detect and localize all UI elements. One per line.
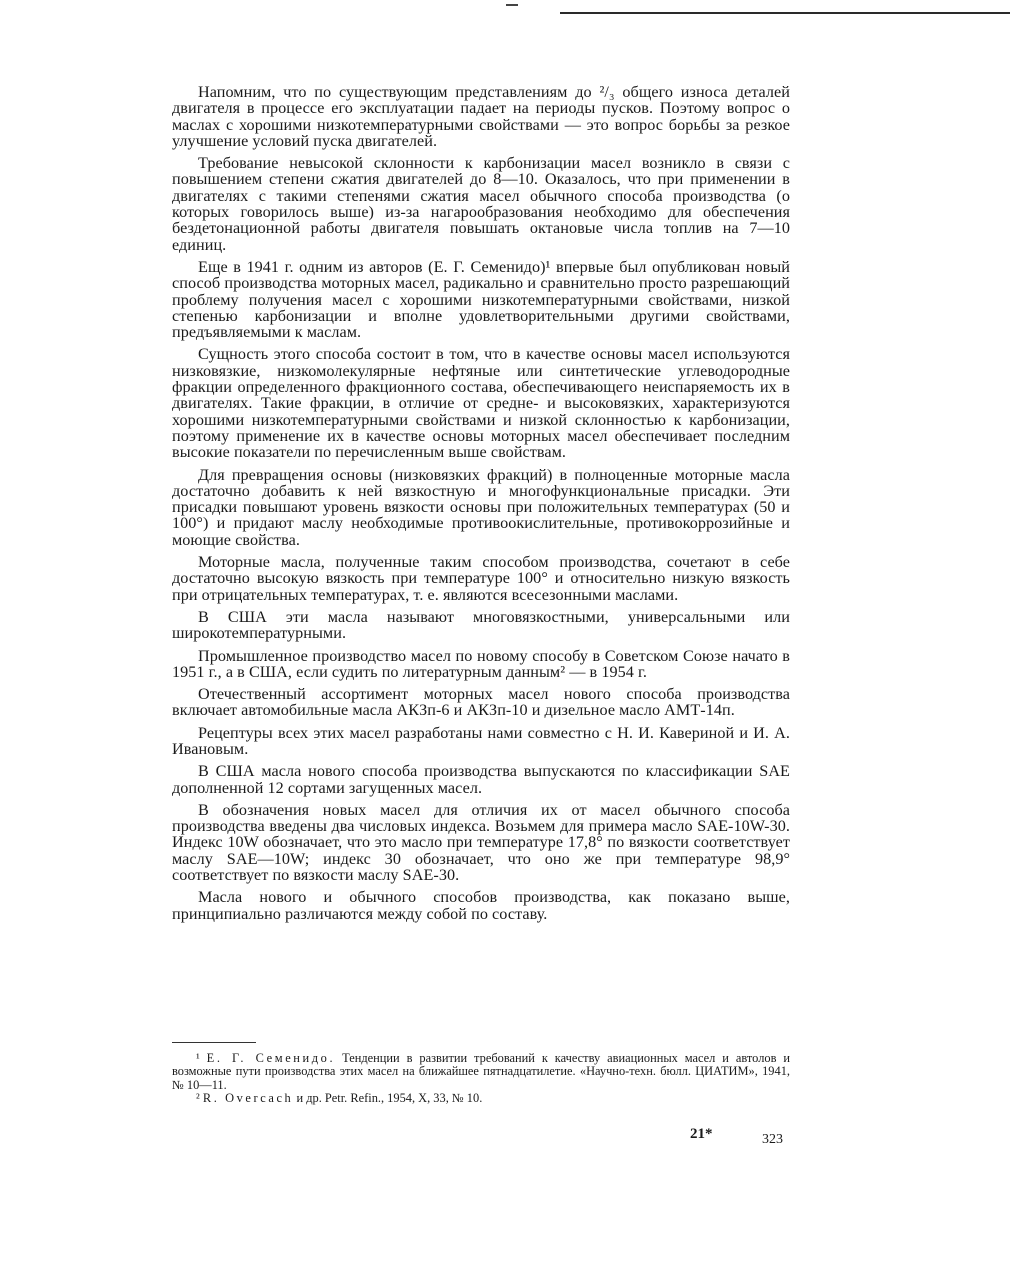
- paragraph-5: Для превращения основы (низковязких фракций) в полноценные моторные масла достаточно добавить к ней вязкостную и многофункциональные присадки. Эти присадки повышают уровень вязкости основы при положительных температурах (50 и 100°) и придают маслу необходимые противоокислительные, противокоррозийные и моющие свойства.: [172, 465, 790, 549]
- footnote-2-text: и др. Petr. Refin., 1954, X, 33, № 10.: [296, 1091, 483, 1106]
- top-edge-rule: [560, 12, 1010, 14]
- paragraph-13: Масла нового и обычного способов производства, как показано выше, принципиально различаются между собой по составу.: [172, 888, 790, 923]
- footnote-1: [172, 1052, 790, 1092]
- paragraph-11: В США масла нового способа производства выпускаются по классификации SAE дополненной 12 сортами загущенных масел.: [172, 762, 790, 797]
- page-number: 323: [762, 1132, 783, 1147]
- footnote-1-text: Тенденции в развитии требований к качеству авиационных масел и автолов и возможные пути производства этих масел на ближайшее пятнадцатилетие. «Научно-техн. бюлл. ЦИАТИМ», 1941, № 10—11.: [172, 1051, 790, 1092]
- signature-mark: 21*: [690, 1126, 713, 1142]
- footnote-separator: [172, 1042, 256, 1043]
- footnote-2-marker: ²: [196, 1091, 200, 1106]
- paragraph-3: Еще в 1941 г. одним из авторов (Е. Г. Семенидо)¹ впервые был опубликован новый способ производства моторных масел, радикально и сравнительно просто разрешающий проблему получения масел с хорошими низкотемпературными свойствами, низкой степенью карбонизации и вполне удовлетворительными другими свойствами, предъявляемыми к маслам.: [172, 257, 790, 342]
- footnote-2: [172, 1092, 790, 1105]
- footnote-1-marker: ¹: [196, 1051, 200, 1065]
- footnote-1-author: Е. Г. Семенидо.: [206, 1051, 336, 1065]
- paragraph-1: Напомним, что по существующим представлениям до ²/₃ общего износа деталей двигателя в процессе его эксплуатации падает на периоды пусков. Поэтому вопрос о маслах с хорошими низкотемпературными свойствами — это вопрос борьбы за резкое улучшение условий пуска двигателей.: [172, 83, 790, 150]
- top-edge-mark: [506, 4, 518, 6]
- footnote-2-author: R. Overcach: [202, 1091, 294, 1106]
- page-body: [172, 84, 790, 928]
- paragraph-4: Сущность этого способа состоит в том, что в качестве основы масел используются низковязкие, низкомолекулярные нефтяные или синтетические углеводородные фракции определенного фракционного состава, обеспечивающего неиспаряемость их в двигателях. Такие фракции, в отличие от средне- и высоковязких, характеризуются хорошими низкотемпературными свойствами и низкой склонностью к карбонизации, поэтому применение их в качестве основы моторных масел обеспечивает последним высокие показатели по перечисленным выше свойствам.: [172, 345, 790, 462]
- paragraph-2: Требование невысокой склонности к карбонизации масел возникло в связи с повышением степени сжатия двигателей до 8—10. Оказалось, что при применении в двигателях с такими степенями сжатия масел обычного способа производства (о которых говорилось выше) из-за нагарообразования необходимо для обеспечения бездетонационной работы двигателя повышать октановые числа топлив на 7—10 единиц.: [172, 154, 790, 254]
- paragraph-6: Моторные масла, полученные таким способом производства, сочетают в себе достаточно высокую вязкость при температуре 100° и относительно низкую вязкость при отрицательных температурах, т. е. являются всесезонными маслами.: [172, 553, 790, 604]
- paragraph-7: В США эти масла называют многовязкостными, универсальными или широкотемпературными.: [172, 607, 790, 643]
- paragraph-12: В обозначения новых масел для отличия их от масел обычного способа производства введены два числовых индекса. Возьмем для примера масло SAE-10W-30. Индекс 10W обозначает, что это масло при температуре 17,8° по вязкости соответствует маслу SAE—10W; индекс 30 обозначает, что оно же при температуре 98,9° соответствует по вязкости маслу SAE-30.: [172, 800, 790, 885]
- paragraph-9: Отечественный ассортимент моторных масел нового способа производства включает автомобильные масла АКЗп-6 и АКЗп-10 и дизельное масло АМТ-14п.: [172, 685, 790, 720]
- paragraph-8: Промышленное производство масел по новому способу в Советском Союзе начато в 1951 г., а в США, если судить по литературным данным² — в 1954 г.: [172, 646, 790, 681]
- footnotes: [172, 1052, 790, 1106]
- paragraph-10: Рецептуры всех этих масел разработаны нами совместно с Н. И. Кавериной и И. А. Ивановым.: [172, 723, 790, 758]
